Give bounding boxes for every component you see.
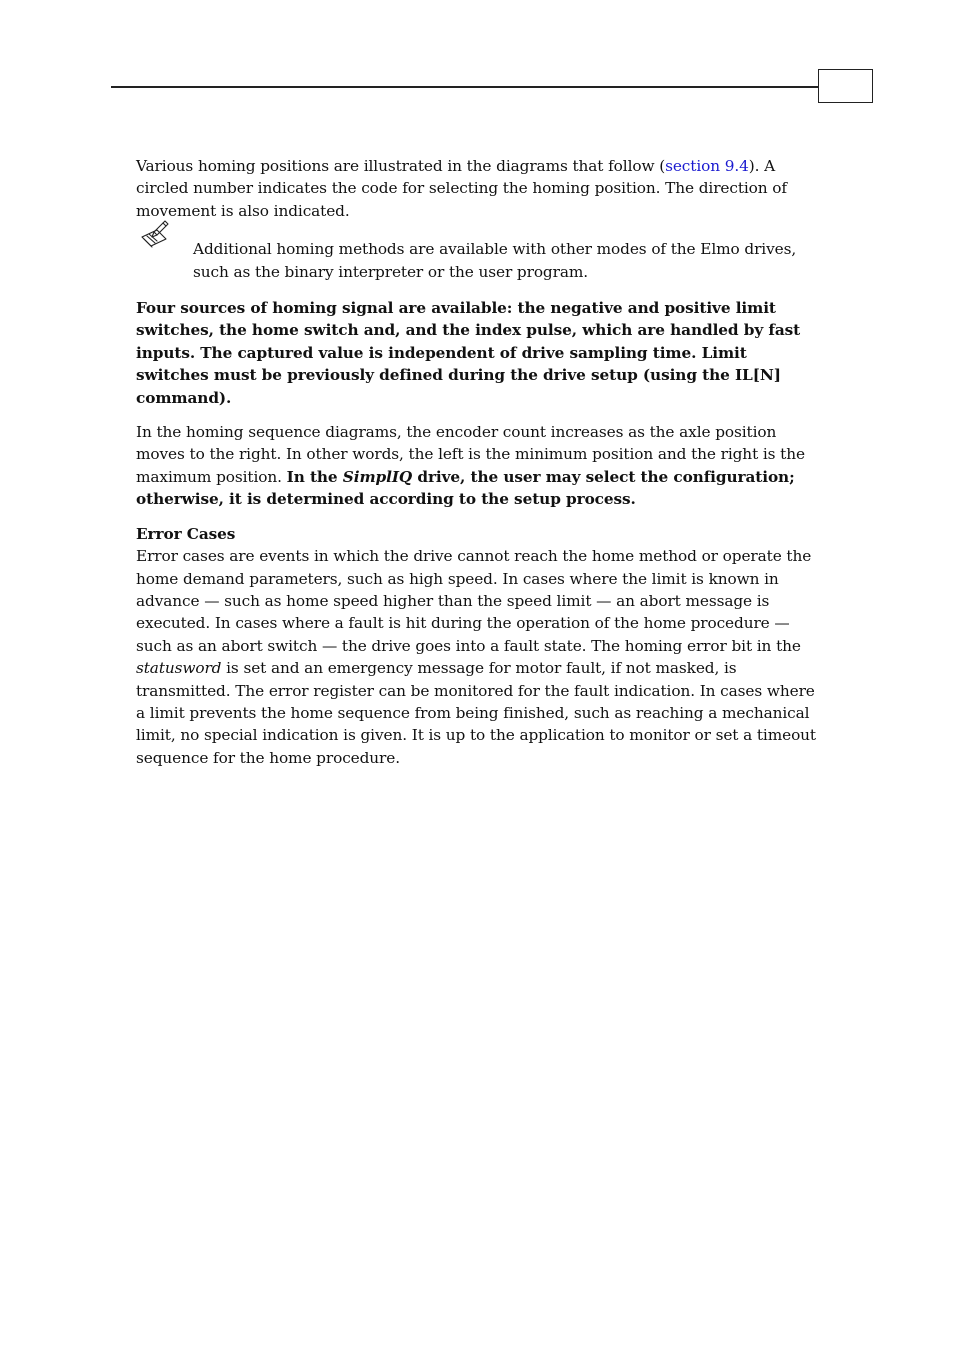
note-text: Additional homing methods are available with other modes of the Elmo drives, such as the binary interpreter or the user program. <box>193 240 797 281</box>
error-cases-paragraph <box>136 545 822 769</box>
section-9-4-link[interactable]: section 9.4 <box>665 157 749 175</box>
axle-bold-end: drive, the user may select the configuration; otherwise, it is determined according to the setup process. <box>136 467 795 509</box>
homing-sources-paragraph: Four sources of homing signal are available: the negative and positive limit switches, the home switch and, and the index pulse, which are handled by fast inputs. The captured value is independent of drive sampling time. Limit switches must be previously defined during the drive setup (using the IL[N] command). <box>136 299 801 407</box>
intro-text-before-link: Various homing positions are illustrated in the diagrams that follow ( <box>136 157 666 175</box>
page-number-box <box>818 69 873 103</box>
axle-bold-italic: SimplIQ <box>342 467 413 486</box>
intro-text-after-link: ). A circled number indicates the code for selecting the homing position. The direction of movement is also indicated. <box>136 157 787 220</box>
error-cases-text-1: Error cases are events in which the drive cannot reach the home method or operate the home demand parameters, such as high speed. In cases where the limit is known in advance — such as home speed higher than the speed limit — an abort message is executed. In cases where a fault is hit during the operation of the home procedure — such as an abort switch — the drive goes into a fault state. The homing error bit in the <box>136 547 812 655</box>
note-block <box>136 238 822 283</box>
header-rule <box>111 86 819 88</box>
axle-position-paragraph <box>136 421 822 511</box>
axle-bold-start: In the <box>286 467 343 486</box>
document-body <box>136 155 822 769</box>
error-cases-text-2: is set and an emergency message for motor fault, if not masked, is transmitted. The error register can be monitored for the fault indication. In cases where a limit prevents the home sequence from being finished, such as reaching a mechanical limit, no special indication is given. It is up to the application to monitor or set a timeout sequence for the home procedure. <box>136 659 816 767</box>
intro-paragraph <box>136 155 822 222</box>
error-cases-heading: Error Cases <box>136 524 236 543</box>
axle-text: In the homing sequence diagrams, the encoder count increases as the axle position moves to the right. In other words, the left is the minimum position and the right is the maximum position. <box>136 423 805 486</box>
statusword-term: statusword <box>136 659 222 678</box>
note-pen-icon <box>138 218 170 250</box>
